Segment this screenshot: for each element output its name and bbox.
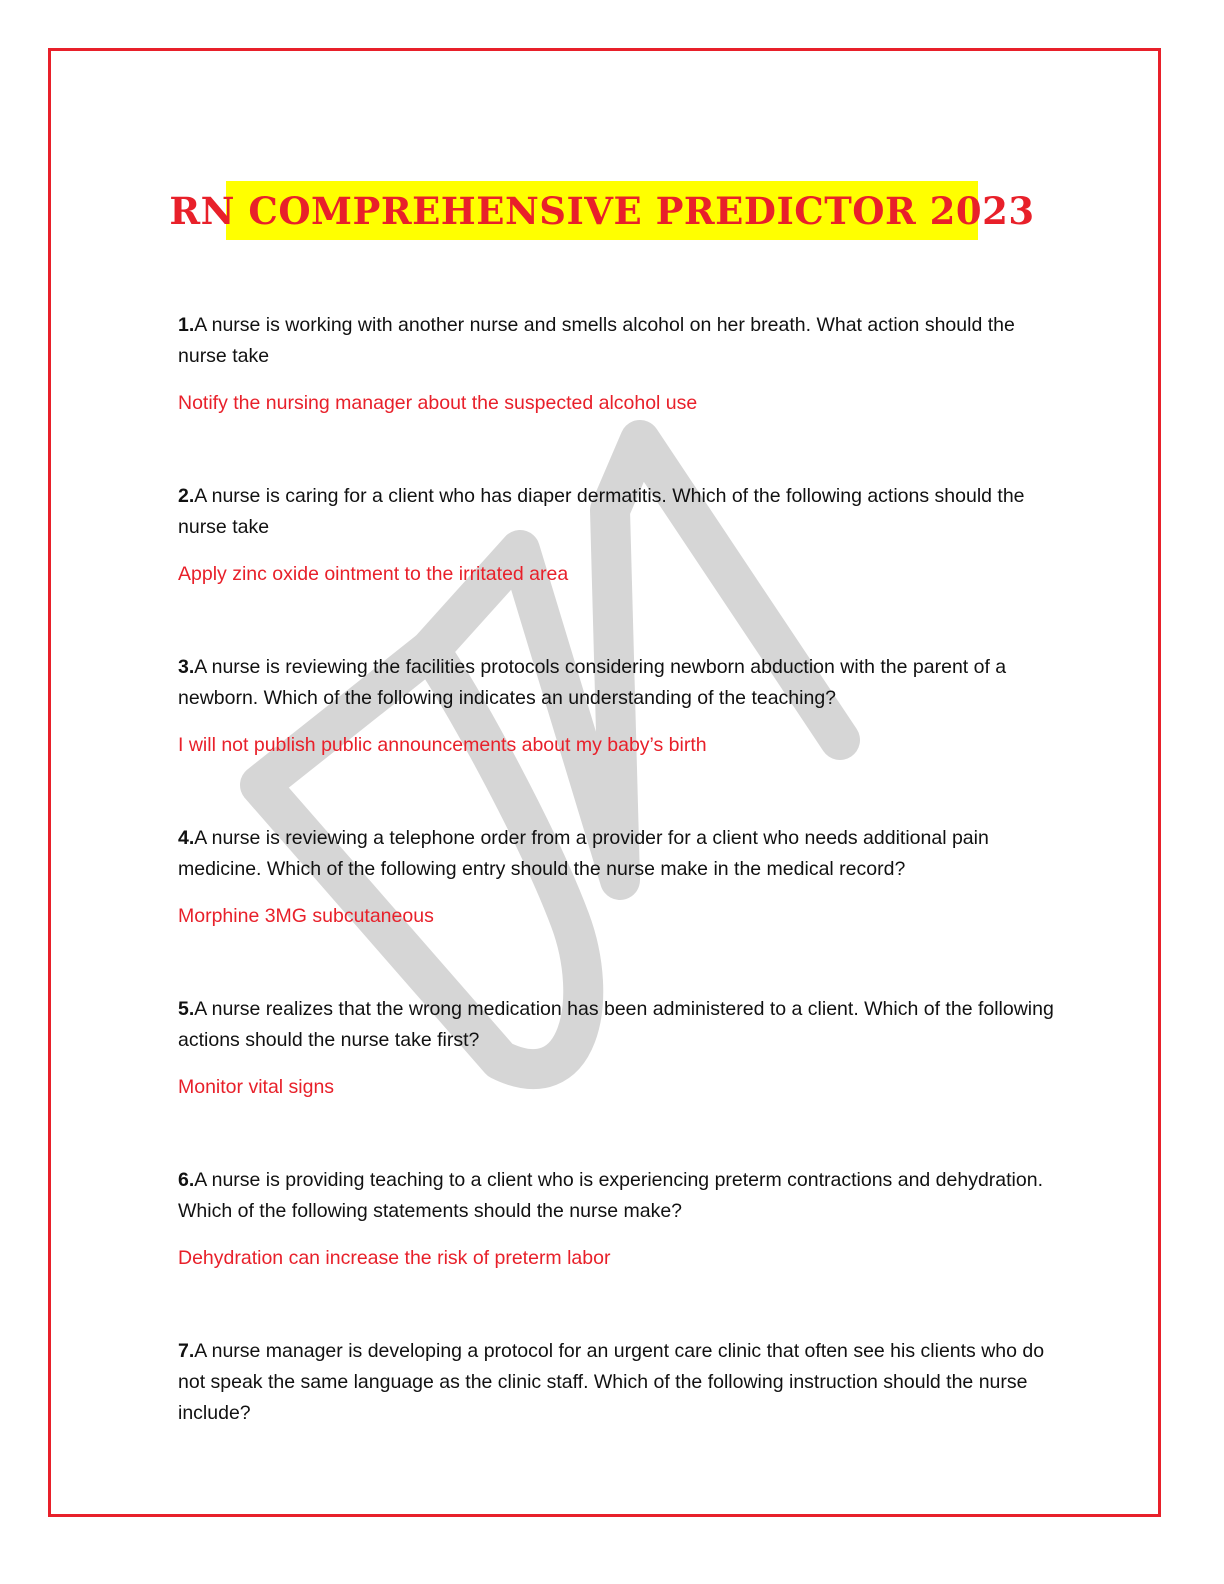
answer-text: Monitor vital signs bbox=[178, 1076, 335, 1098]
question-number: 4. bbox=[178, 827, 195, 849]
question-number: 7. bbox=[178, 1340, 195, 1362]
question-number: 3. bbox=[178, 656, 195, 678]
question-body: A nurse is reviewing a telephone order from a provider for a client who needs additional pain medicine. Which of the following entry should the nurse make in the medical record? bbox=[178, 827, 989, 880]
question-number: 2. bbox=[178, 485, 195, 507]
question-text bbox=[178, 1336, 1058, 1429]
question-text bbox=[178, 481, 1058, 543]
question-number: 1. bbox=[178, 314, 195, 336]
question-text bbox=[178, 310, 1058, 372]
question-text bbox=[178, 652, 1058, 714]
question-number: 6. bbox=[178, 1169, 195, 1191]
question-item-4 bbox=[178, 823, 1058, 932]
question-body: A nurse is working with another nurse and smells alcohol on her breath. What action should the nurse take bbox=[178, 314, 1015, 367]
question-number: 5. bbox=[178, 998, 195, 1020]
question-body: A nurse is caring for a client who has diaper dermatitis. Which of the following actions should the nurse take bbox=[178, 485, 1025, 538]
answer-text: I will not publish public announcements about my baby’s birth bbox=[178, 734, 707, 756]
question-text bbox=[178, 823, 1058, 885]
question-item-3 bbox=[178, 652, 1058, 761]
question-item-1 bbox=[178, 310, 1058, 419]
answer-text: Dehydration can increase the risk of preterm labor bbox=[178, 1247, 611, 1269]
question-text bbox=[178, 1165, 1058, 1227]
question-item-2 bbox=[178, 481, 1058, 590]
question-body: A nurse is reviewing the facilities protocols considering newborn abduction with the parent of a newborn. Which of the following indicates an understanding of the teaching? bbox=[178, 656, 1007, 709]
title-banner bbox=[169, 181, 1035, 240]
answer-text: Notify the nursing manager about the suspected alcohol use bbox=[178, 392, 698, 414]
question-item-5 bbox=[178, 994, 1058, 1103]
question-text bbox=[178, 994, 1058, 1056]
question-body: A nurse realizes that the wrong medication has been administered to a client. Which of the following actions should the nurse take first? bbox=[178, 998, 1054, 1051]
question-body: A nurse is providing teaching to a client who is experiencing preterm contractions and dehydration. Which of the following statements should the nurse make? bbox=[178, 1169, 1044, 1222]
answer-text: Morphine 3MG subcutaneous bbox=[178, 905, 434, 927]
question-item-7 bbox=[178, 1336, 1058, 1429]
answer-text: Apply zinc oxide ointment to the irritated area bbox=[178, 563, 569, 585]
question-list bbox=[178, 310, 1058, 1429]
question-body: A nurse manager is developing a protocol for an urgent care clinic that often see his clients who do not speak the same language as the clinic staff. Which of the following instruction should the nurse include? bbox=[178, 1340, 1045, 1424]
document-title: RN COMPREHENSIVE PREDICTOR 2023 bbox=[169, 188, 1035, 233]
question-item-6 bbox=[178, 1165, 1058, 1274]
